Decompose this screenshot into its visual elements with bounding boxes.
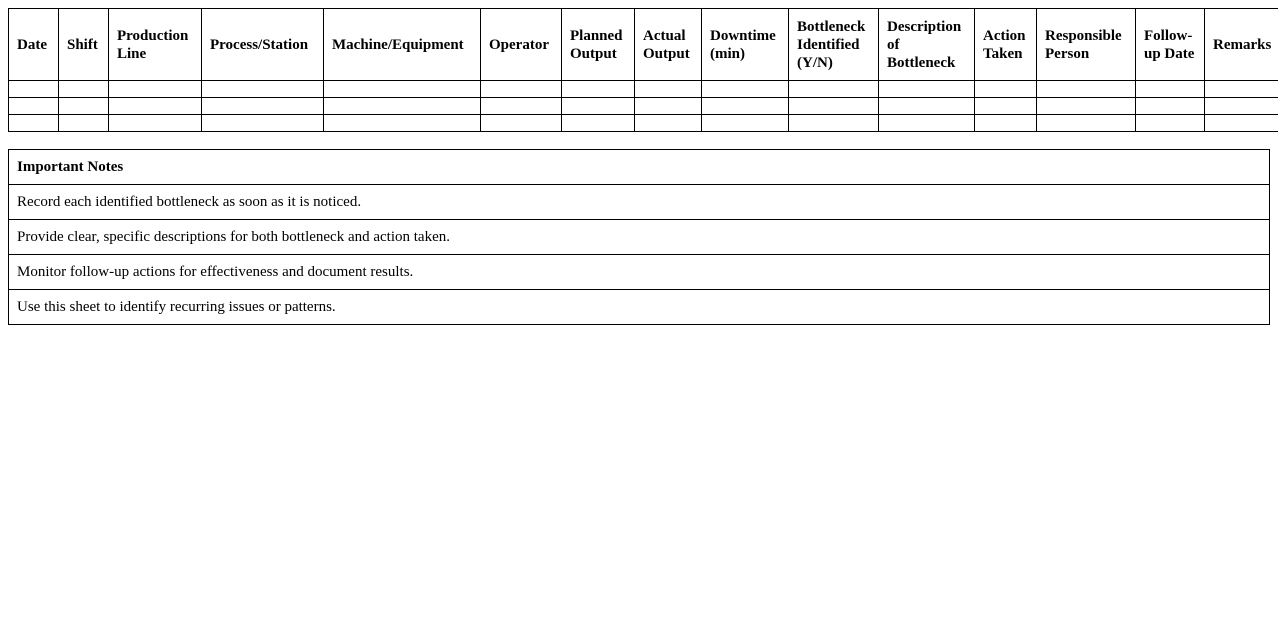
table-cell[interactable] (9, 98, 59, 115)
table-cell[interactable] (635, 98, 702, 115)
table-cell[interactable] (1136, 98, 1205, 115)
table-cell[interactable] (635, 115, 702, 132)
table-cell[interactable] (109, 81, 202, 98)
note-row (9, 290, 1270, 325)
log-table-body (9, 81, 1278, 132)
table-cell[interactable] (789, 115, 879, 132)
header-row (9, 9, 1278, 81)
table-cell[interactable] (481, 115, 562, 132)
table-cell[interactable] (789, 81, 879, 98)
table-cell[interactable] (59, 81, 109, 98)
column-header-remarks: Remarks (1205, 9, 1278, 81)
table-cell[interactable] (1037, 81, 1136, 98)
notes-title: Important Notes (9, 150, 1270, 185)
column-header-process-station: Process/Station (202, 9, 324, 81)
column-header-shift: Shift (59, 9, 109, 81)
table-cell[interactable] (702, 98, 789, 115)
notes-header-row (9, 150, 1270, 185)
column-header-production-line: Production Line (109, 9, 202, 81)
column-header-machine-equipment: Machine/Equipment (324, 9, 481, 81)
column-header-downtime: Downtime (min) (702, 9, 789, 81)
note-item: Record each identified bottleneck as soon as it is noticed. (9, 185, 1270, 220)
table-cell[interactable] (789, 98, 879, 115)
note-item: Use this sheet to identify recurring issues or patterns. (9, 290, 1270, 325)
table-cell[interactable] (202, 98, 324, 115)
table-cell[interactable] (1205, 98, 1278, 115)
table-cell[interactable] (702, 115, 789, 132)
note-row (9, 220, 1270, 255)
table-row (9, 98, 1278, 115)
table-cell[interactable] (109, 98, 202, 115)
table-cell[interactable] (202, 81, 324, 98)
table-cell[interactable] (202, 115, 324, 132)
table-cell[interactable] (324, 98, 481, 115)
table-cell[interactable] (635, 81, 702, 98)
table-cell[interactable] (879, 115, 975, 132)
column-header-planned-output: Planned Output (562, 9, 635, 81)
table-cell[interactable] (324, 115, 481, 132)
table-cell[interactable] (879, 81, 975, 98)
note-row (9, 185, 1270, 220)
column-header-responsible-person: Responsible Person (1037, 9, 1136, 81)
column-header-action-taken: Action Taken (975, 9, 1037, 81)
table-cell[interactable] (481, 98, 562, 115)
table-cell[interactable] (1205, 81, 1278, 98)
table-cell[interactable] (1037, 98, 1136, 115)
table-cell[interactable] (324, 81, 481, 98)
table-cell[interactable] (109, 115, 202, 132)
table-cell[interactable] (59, 115, 109, 132)
column-header-follow-up-date: Follow-up Date (1136, 9, 1205, 81)
table-cell[interactable] (879, 98, 975, 115)
note-row (9, 255, 1270, 290)
table-row (9, 115, 1278, 132)
table-cell[interactable] (59, 98, 109, 115)
table-cell[interactable] (9, 115, 59, 132)
table-cell[interactable] (562, 115, 635, 132)
table-cell[interactable] (1205, 115, 1278, 132)
table-cell[interactable] (975, 98, 1037, 115)
table-cell[interactable] (481, 81, 562, 98)
important-notes-table (8, 149, 1270, 325)
bottleneck-log-table (8, 8, 1278, 132)
table-cell[interactable] (1037, 115, 1136, 132)
table-cell[interactable] (562, 98, 635, 115)
table-cell[interactable] (562, 81, 635, 98)
table-cell[interactable] (1136, 115, 1205, 132)
table-cell[interactable] (975, 81, 1037, 98)
table-cell[interactable] (702, 81, 789, 98)
column-header-date: Date (9, 9, 59, 81)
table-cell[interactable] (975, 115, 1037, 132)
note-item: Monitor follow-up actions for effectiveness and document results. (9, 255, 1270, 290)
table-row (9, 81, 1278, 98)
column-header-bottleneck-identified: Bottleneck Identified (Y/N) (789, 9, 879, 81)
table-cell[interactable] (1136, 81, 1205, 98)
note-item: Provide clear, specific descriptions for both bottleneck and action taken. (9, 220, 1270, 255)
column-header-description-of-bottleneck: Description of Bottleneck (879, 9, 975, 81)
column-header-operator: Operator (481, 9, 562, 81)
table-cell[interactable] (9, 81, 59, 98)
column-header-actual-output: Actual Output (635, 9, 702, 81)
